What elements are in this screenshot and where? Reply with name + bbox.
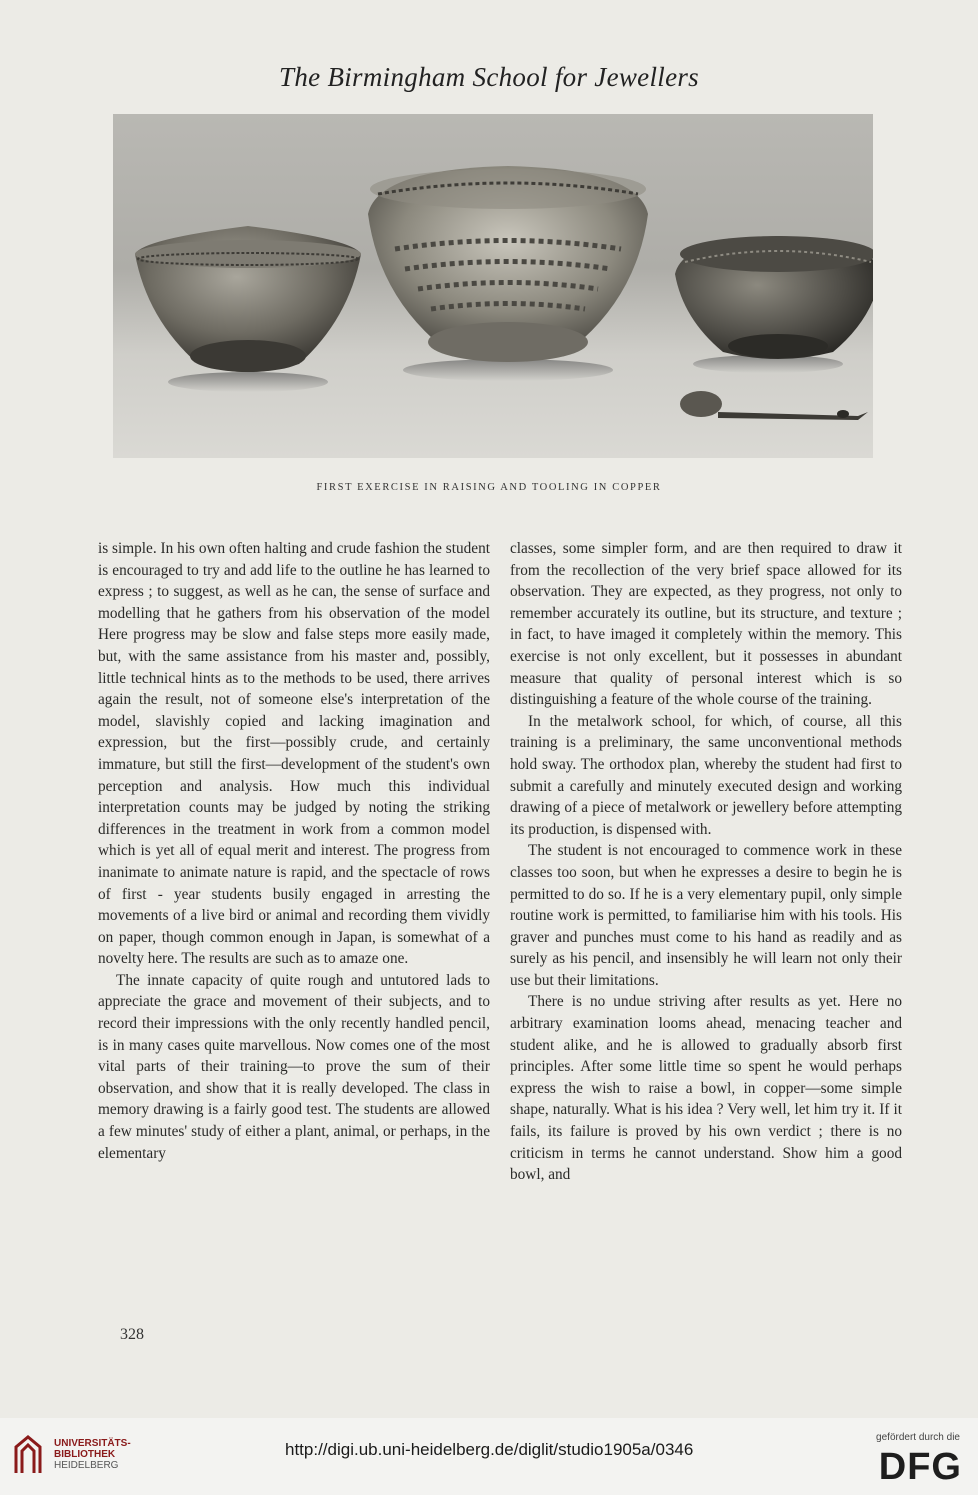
figure-caption: FIRST EXERCISE IN RAISING AND TOOLING IN COPPER — [316, 482, 662, 493]
source-url-link[interactable]: http://digi.ub.uni-heidelberg.de/diglit/studio1905a/0346 — [285, 1440, 694, 1459]
shadow-center — [403, 359, 613, 381]
library-name — [54, 1438, 131, 1471]
bowl-center — [368, 166, 648, 362]
spoon — [680, 391, 868, 420]
paragraph: The innate capacity of quite rough and untutored lads to appreciate the grace and movement of their subjects, and to record their impressions with the only recently handled pencil, is in many cases quite marvellous. Now comes one of the most vital parts of their training—to prove the sum of their observation, and show that it is really developed. The class in memory drawing is a fairly good test. The students are allowed a few minutes' study of either a plant, animal, or perhaps, in the elementary — [98, 971, 490, 1162]
paragraph: classes, some simpler form, and are then required to draw it from the recollection of the very brief space allowed for its observation. They are expected, as they progress, not only to remember accurately its outline, but its structure, and texture ; in fact, to have imaged it completely within the memory. This exercise is not only excellent, but it possesses in abundant measure that quality of personal interest which is so distinguishing a feature of the whole course of the training. — [510, 540, 902, 709]
bowl-right — [675, 236, 873, 359]
paragraph: is simple. In his own often halting and crude fashion the student is encouraged to try and add life to the outline he has learned to express ; to suggest, as well as he can, the sense of surface and modelling that he gathers from his observation of the model Here progress may be slow and false steps more easily made, but, with the same assistance from his master and, possibly, little technical hints as to the methods to be used, there arrives again the result, not of someone else's interpretation of the model, slavishly copied and lacking imagination and expression, but the first—possibly crude, and certainly immature, but still the first—development of the student's own perception and analysis. How much this individual interpretation counts may be judged by noting the striking differences in the treatment in work from a common model which is yet all of equal merit and interest. The progress from inanimate to animate nature is rapid, and the spectacle of rows of first - year students busily engaged in arresting the movements of a live bird or animal and recording them vividly on paper, though common enough in Japan, is somewhat of a novelty here. The results are such as to amaze one. — [98, 540, 490, 968]
running-title: The Birmingham School for Jewellers — [279, 62, 699, 92]
dfg-logo: DFG — [878, 1446, 962, 1488]
text-column-right — [510, 538, 902, 1186]
text-column-left — [98, 538, 490, 1164]
library-line: HEIDELBERG — [54, 1460, 119, 1471]
digitization-footer — [0, 1418, 978, 1495]
bowls-illustration — [113, 114, 873, 458]
page-number: 328 — [120, 1326, 144, 1343]
paragraph: There is no undue striving after results as yet. Here no arbitrary examination looms ahead, menacing teacher and student alike, and he is allowed to gradually absorb first principles. After some little time so spent he would perhaps express the wish to raise a bowl, in copper—some simple shape, naturally. What is his idea ? Very well, let him try it. If it fails, its failure is proved by his own verdict ; there is no criticism in terms he cannot understand. Show him a good bowl, and — [510, 993, 902, 1184]
bowl-left — [135, 226, 361, 372]
paragraph: In the metalwork school, for which, of course, all this training is a preliminary, the same unconventional methods hold sway. The orthodox plan, whereby the student had first to submit a carefully and minutely executed design and working drawing of a piece of metalwork or jewellery before attempting its production, is dispensed with. — [510, 712, 902, 838]
copper-bowls-photo — [113, 114, 873, 458]
library-line: BIBLIOTHEK — [54, 1449, 116, 1460]
funding-note: gefördert durch die — [876, 1432, 960, 1443]
library-line: UNIVERSITÄTS- — [54, 1438, 131, 1449]
paragraph: The student is not encouraged to commence work in these classes too soon, but when he expresses a desire to begin he is permitted to do so. If he is a very elementary pupil, only simple routine work is permitted, to familiarise him with his tools. His graver and punches must come to his hand as readily and as surely as his pencil, and insensibly he will learn not only their use but their limitations. — [510, 842, 902, 989]
shadow-left — [168, 372, 328, 392]
library-logo-icon — [10, 1433, 46, 1477]
